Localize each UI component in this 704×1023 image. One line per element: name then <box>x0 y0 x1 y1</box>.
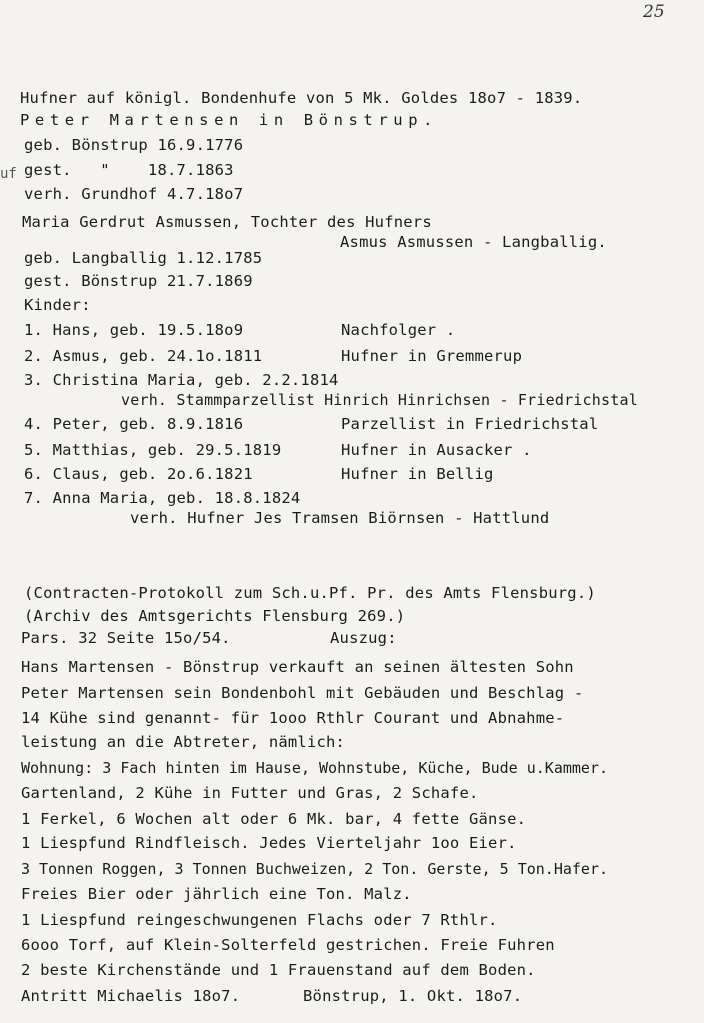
text-line: 2 beste Kirchenstände und 1 Frauenstand auf dem Boden. <box>21 961 536 979</box>
text-line: Auszug: <box>330 629 397 647</box>
text-line: Kinder: <box>24 296 91 314</box>
text-line: Gartenland, 2 Kühe in Futter und Gras, 2 Schafe. <box>21 784 479 802</box>
page-number: 25 <box>643 2 665 22</box>
list-item-note: Hufner in Gremmerup <box>341 347 523 365</box>
list-item-note: Parzellist in Friedrichstal <box>341 415 599 433</box>
text-line: verh. Grundhof 4.7.18o7 <box>24 185 244 203</box>
text-line: Bönstrup, 1. Okt. 18o7. <box>303 987 523 1005</box>
text-line: (Contracten-Protokoll zum Sch.u.Pf. Pr. des Amts Flensburg.) <box>24 584 596 602</box>
list-item: 6. Claus, geb. 2o.6.1821 <box>24 465 253 483</box>
text-line: 6ooo Torf, auf Klein-Solterfeld gestrichen. Freie Fuhren <box>21 936 555 954</box>
text-line: Maria Gerdrut Asmussen, Tochter des Hufners <box>22 213 432 231</box>
text-line: gest. " 18.7.1863 <box>24 161 234 179</box>
text-line: Freies Bier oder jährlich eine Ton. Malz. <box>21 885 412 903</box>
list-item: 1. Hans, geb. 19.5.18o9 <box>24 321 244 339</box>
list-item: 4. Peter, geb. 8.9.1816 <box>24 415 244 433</box>
list-item: 3. Christina Maria, geb. 2.2.1814 <box>24 371 339 389</box>
text-line: 1 Ferkel, 6 Wochen alt oder 6 Mk. bar, 4 fette Gänse. <box>21 810 527 828</box>
text-line: 14 Kühe sind genannt- für 1ooo Rthlr Courant und Abnahme- <box>21 709 565 727</box>
list-item-note: verh. Stammparzellist Hinrich Hinrichsen - Friedrichstal <box>121 391 638 409</box>
text-line: 3 Tonnen Roggen, 3 Tonnen Buchweizen, 2 Ton. Gerste, 5 Ton.Hafer. <box>21 860 608 878</box>
text-line: (Archiv des Amtsgerichts Flensburg 269.) <box>24 607 406 625</box>
list-item: 5. Matthias, geb. 29.5.1819 <box>24 441 282 459</box>
text-line: Antritt Michaelis 18o7. <box>21 987 241 1005</box>
list-item-note: verh. Hufner Jes Tramsen Biörnsen - Hattlund <box>130 509 550 527</box>
text-line: Pars. 32 Seite 15o/54. <box>21 629 231 647</box>
text-line: Hufner auf königl. Bondenhufe von 5 Mk. Goldes 18o7 - 1839. <box>20 89 583 107</box>
text-line: gest. Bönstrup 21.7.1869 <box>24 272 253 290</box>
margin-note: uf <box>0 166 17 182</box>
text-line: Hans Martensen - Bönstrup verkauft an seinen ältesten Sohn <box>21 658 574 676</box>
list-item: 2. Asmus, geb. 24.1o.1811 <box>24 347 263 365</box>
text-line: leistung an die Abtreter, nämlich: <box>21 733 346 751</box>
text-line: geb. Langballig 1.12.1785 <box>24 249 263 267</box>
text-line: Asmus Asmussen - Langballig. <box>340 233 607 251</box>
list-item-note: Hufner in Bellig <box>341 465 494 483</box>
text-line: geb. Bönstrup 16.9.1776 <box>24 136 244 154</box>
list-item-note: Nachfolger . <box>341 321 456 339</box>
text-line: 1 Liespfund Rindfleisch. Jedes Vierteljahr 1oo Eier. <box>21 834 517 852</box>
text-line: 1 Liespfund reingeschwungenen Flachs oder 7 Rthlr. <box>21 911 498 929</box>
text-line: Wohnung: 3 Fach hinten im Hause, Wohnstube, Küche, Bude u.Kammer. <box>21 759 608 777</box>
text-line: Peter Martensen sein Bondenbohl mit Gebäuden und Beschlag - <box>21 684 584 702</box>
text-line: Peter Martensen in Bönstrup. <box>20 111 439 129</box>
list-item: 7. Anna Maria, geb. 18.8.1824 <box>24 489 301 507</box>
list-item-note: Hufner in Ausacker . <box>341 441 532 459</box>
